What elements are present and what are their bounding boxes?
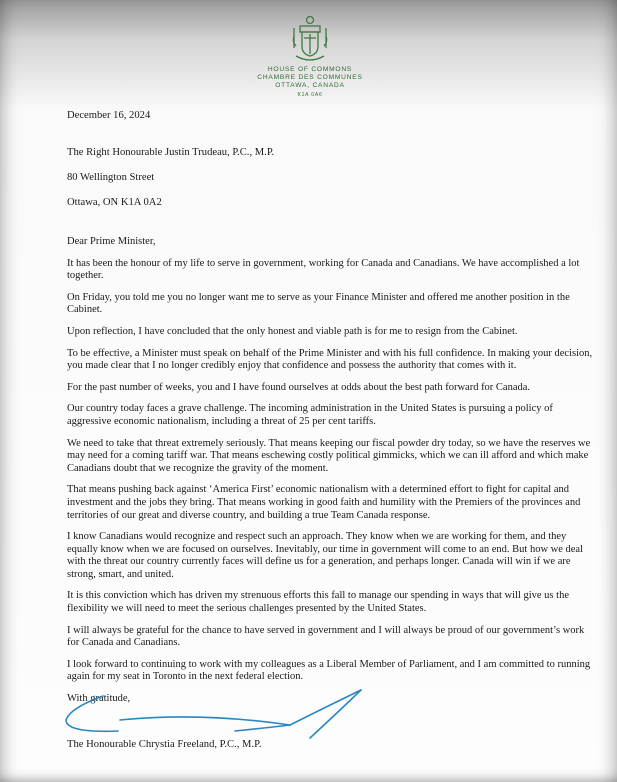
letterhead-line: CHAMBRE DES COMMUNES [257, 74, 363, 82]
salutation: Dear Prime Minister, [67, 236, 156, 247]
letterhead-line: HOUSE OF COMMONS [267, 66, 353, 73]
recipient-name: The Right Honourable Justin Trudeau, P.C., M.P. [67, 147, 275, 158]
recipient-city: Ottawa, ON K1A 0A2 [67, 197, 162, 208]
letterhead-postal: K1A 0A6 [297, 91, 323, 98]
paragraph: For the past number of weeks, you and I have found ourselves at odds about the best path forward for Canada. [67, 381, 531, 393]
closing: With gratitude, [67, 693, 131, 705]
paragraph: It has been the honour of my life to serve in government, working for Canada and Canadians. We have accomplished a lot together. [67, 257, 580, 282]
paragraph: I know Canadians would recognize and respect such an approach. They know when we are working for them, and they equally know when we are focused on ourselves. Inevitably, our time in government will come to an end. But how we deal with the threat our country currently faces will define us for a generation, and perhaps longer. Canada will win if we are strong, smart, and united. [67, 531, 584, 580]
paragraph: That means pushing back against ‘America First’ economic nationalism with a determined effort to fight for capital and investment and the jobs they bring. That means working in good faith and humility with the Premiers of the provinces and territories of our great and diverse country, and building a true Team Canada response. [67, 484, 581, 521]
paragraph: On Friday, you told me you no longer want me to serve as your Finance Minister and offered me another position in the Cabinet. [67, 291, 570, 316]
letter-date: December 16, 2024 [67, 110, 151, 121]
paragraph: I look forward to continuing to work with my colleagues as a Liberal Member of Parliament, and I am committed to running again for my seat in Toronto in the next federal election. [67, 658, 591, 683]
paragraph: We need to take that threat extremely seriously. That means keeping our fiscal powder dry today, so we have the reserves we may need for a coming tariff war. That means eschewing costly political gimmicks, which we can ill afford and which make Canadians doubt that we recognize the gravity of the moment. [67, 437, 591, 474]
recipient-street: 80 Wellington Street [67, 172, 155, 183]
paragraph: It is this conviction which has driven my strenuous efforts this fall to manage our spending in ways that will give us the flexibility we will need to meet the serious challenges presented by the United States. [67, 590, 569, 615]
signatory-name: The Honourable Chrystia Freeland, P.C., M.P. [67, 739, 262, 750]
paragraph: Upon reflection, I have concluded that the only honest and viable path is for me to resign from the Cabinet. [67, 325, 518, 337]
paragraph: To be effective, a Minister must speak on behalf of the Prime Minister and with his full confidence. In making your decision, you made clear that I no longer credibly enjoy that confidence and possess the authority that comes with it. [67, 347, 593, 372]
paragraph: Our country today faces a grave challenge. The incoming administration in the United States is pursuing a policy of aggressive economic nationalism, including a threat of 25 per cent tariffs. [67, 403, 553, 427]
paragraph: I will always be grateful for the chance to have served in government and I will always be proud of our government’s work for Canada and Canadians. [67, 624, 585, 649]
letterhead-line: OTTAWA, CANADA [275, 82, 345, 90]
